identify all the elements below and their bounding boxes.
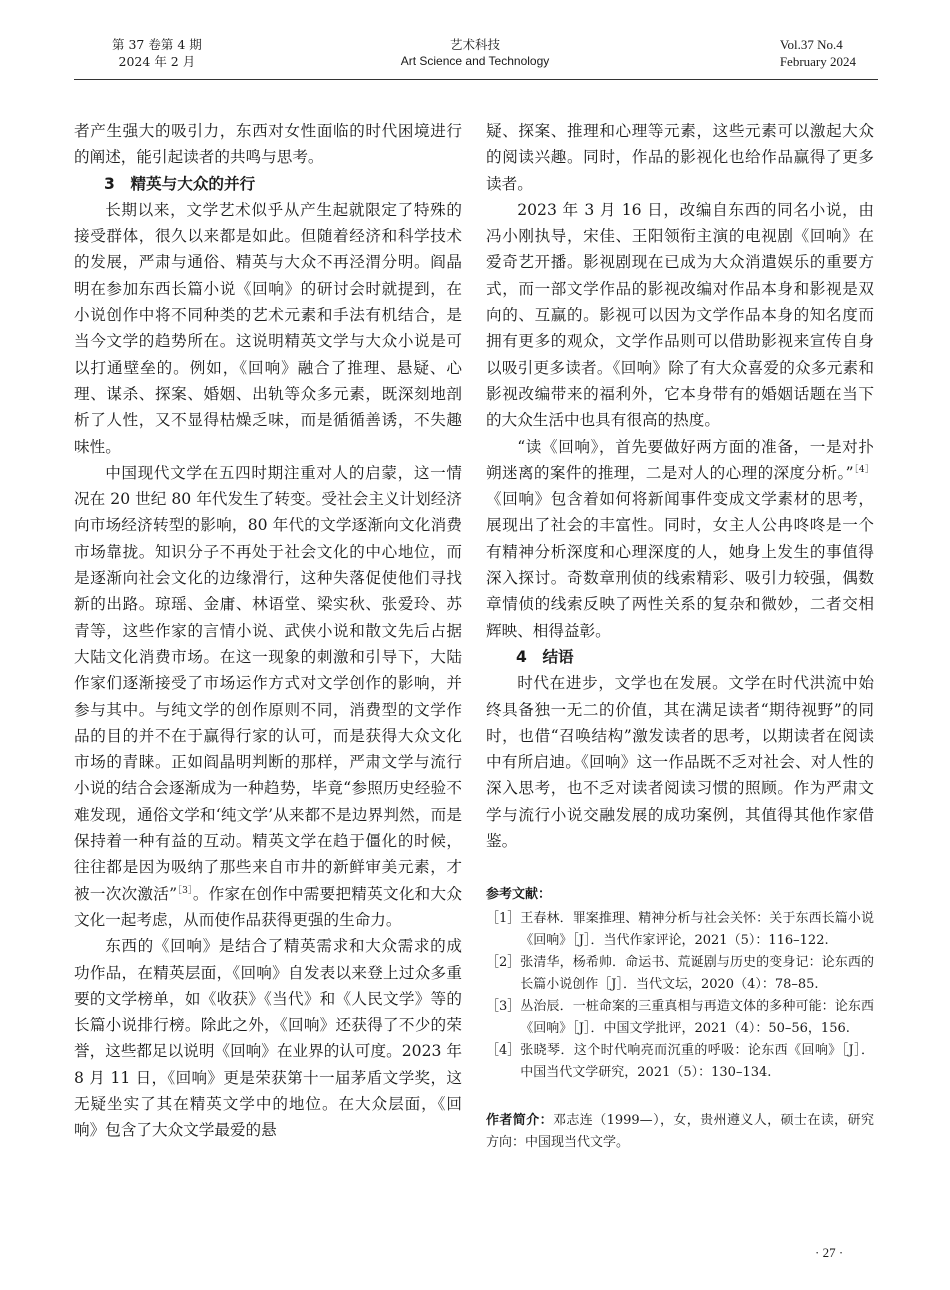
reference-text: 张清华，杨希帅．命运书、荒诞剧与历史的变身记：论东西的长篇小说创作［J］．当代文坛，2020（4）：78–85. (520, 955, 874, 993)
paragraph (74, 460, 462, 933)
reference-number: ［2］ (486, 955, 521, 971)
citation-4: ［4］ (853, 464, 874, 475)
references (486, 884, 874, 1084)
header-volume: 第 37 卷第 4 期 (112, 37, 202, 52)
section-heading-3: 3 精英与大众的并行 (104, 174, 256, 193)
paragraph: 2023 年 3 月 16 日，改编自东西的同名小说，由冯小刚执导，宋佳、王阳领衔主演的电视剧《回响》在爱奇艺开播。影视剧现在已成为大众消遣娱乐的重要方式，而一部文学作品的影视改编对作品本身和影视是双向的、互赢的。影视可以因为文学作品本身的知名度而拥有更多的观众，文学作品则可以借助影视来宣传自身以吸引更多读者。《回响》除了有大众喜爱的众多元素和影视改编带来的福利外，它本身带有的婚姻话题在当下的大众生活中也具有很高的热度。 (486, 200, 874, 430)
header-date-cn: 2024 年 2 月 (118, 54, 196, 69)
reference-item (486, 996, 874, 1040)
reference-text: 王春林．罪案推理、精神分析与社会关怀：关于东西长篇小说《回响》［J］．当代作家评论，2021（5）：116–122. (520, 911, 874, 949)
author-text: 邓志连（1999—），女，贵州遵义人，硕士在读，研究方向：中国现当代文学。 (486, 1113, 874, 1151)
section-heading-4: 4 结语 (516, 647, 574, 666)
reference-text: 丛治辰．一桩命案的三重真相与再造文体的多种可能：论东西《回响》［J］．中国文学批评，2021（4）：50–56，156. (520, 999, 874, 1037)
header-rule (74, 79, 878, 80)
reference-item (486, 952, 874, 996)
paragraph: 疑、探案、推理和心理等元素，这些元素可以激起大众的阅读兴趣。同时，作品的影视化也给作品赢得了更多读者。 (486, 122, 874, 193)
paragraph: 长期以来，文学艺术似乎从产生起就限定了特殊的接受群体，很久以来都是如此。但随着经济和科学技术的发展，严肃与通俗、精英与大众不再泾渭分明。阎晶明在参加东西长篇小说《回响》的研讨会时就提到，在小说创作中将不同种类的艺术元素和手法有机结合，是当今文学的趋势所在。这说明精英文学与大众小说是可以打通壁垒的。例如，《回响》融合了推理、悬疑、心理、谋杀、探案、婚姻、出轨等众多元素，既深刻地剖析了人性，又不显得枯燥乏味，而是循循善诱，不失趣味性。 (74, 200, 462, 456)
paragraph-text: 。作家在创作中需要把精英文化和大众文化一起考虑，从而使作品获得更强的生命力。 (74, 884, 462, 929)
paragraph (486, 434, 874, 644)
paragraph-text: 《回响》包含着如何将新闻事件变成文学素材的思考，展现出了社会的丰富性。同时，女主人公冉咚咚是一个有精神分析深度和心理深度的人，她身上发生的事值得深入探讨。奇数章刑侦的线索精彩、吸引力较强，偶数章情侦的线索反映了两性关系的复杂和微妙，二者交相辉映、相得益彰。 (486, 490, 874, 640)
paragraph: 者产生强大的吸引力，东西对女性面临的时代困境进行的阐述，能引起读者的共鸣与思考。 (74, 122, 462, 167)
paragraph: 东西的《回响》是结合了精英需求和大众需求的成功作品，在精英层面，《回响》自发表以来登上过众多重要的文学榜单，如《收获》《当代》和《人民文学》等的长篇小说排行榜。除此之外，《回响》还获得了不少的荣誉，这些都足以说明《回响》在业界的认可度。2023 年 8 月 11 日，《回响》更是荣获第十一届茅盾文学奖，这无疑坐实了其在精英文学中的地位。在大众层面，《回响》包含了大众文学最爱的悬 (74, 937, 462, 1140)
header-date-en: February 2024 (779, 54, 856, 69)
references-title: 参考文献： (486, 887, 552, 903)
reference-text: 张晓琴．这个时代响亮而沉重的呼吸：论东西《回响》［J］．中国当代文学研究，2021（5）：130–134. (520, 1043, 874, 1081)
header-right (780, 36, 856, 80)
author-bio (486, 1110, 874, 1154)
paragraph: 时代在进步，文学也在发展。文学在时代洪流中始终具备独一无二的价值，其在满足读者“期待视野”的同时，也借“召唤结构”激发读者的思考，以期读者在阅读中有所启迪。《回响》这一作品既不乏对社会、对人性的深入思考，也不乏对读者阅读习惯的照顾。作为严肃文学与流行小说交融发展的成功案例，其值得其他作家借鉴。 (486, 674, 874, 851)
page-number: · 27 · (815, 1245, 844, 1260)
journal-title-cn: 艺术科技 (449, 37, 500, 52)
reference-item (486, 908, 874, 952)
reference-number: ［3］ (486, 999, 521, 1015)
reference-number: ［4］ (486, 1043, 521, 1059)
right-column (486, 118, 874, 1154)
citation-3: ［3］ (177, 885, 193, 896)
reference-number: ［1］ (486, 911, 521, 927)
reference-item (486, 1040, 874, 1084)
header-volume-en: Vol.37 No.4 (779, 37, 843, 52)
paragraph-text: “读《回响》，首先要做好两方面的准备，一是对扑朔迷离的案件的推理，二是对人的心理的深度分析。” (486, 437, 874, 482)
journal-title-en: Art Science and Technology (400, 54, 550, 68)
left-column (74, 118, 462, 1144)
paragraph-text: 中国现代文学在五四时期注重对人的启蒙，这一情况在 20 世纪 80 年代发生了转变。受社会主义计划经济向市场经济转型的影响，80 年代的文学逐渐向文化消费市场靠拢。知识分子不再处于社会文化的中心地位，而是逐渐向社会文化的边缘滑行，这种失落促使他们寻找新的出路。琼瑶、金庸、林语堂、梁实秋、张爱玲、苏青等，这些作家的言情小说、武侠小说和散文先后占据大陆文化消费市场。在这一现象的刺激和引导下，大陆作家们逐渐接受了市场运作方式对文学创作的影响，并参与其中。与纯文学的创作原则不同，消费型的文学作品的目的并不在于赢得行家的认可，而是获得大众文化市场的青睐。正如阎晶明判断的那样，严肃文学与流行小说的结合会逐渐成为一种趋势，毕竟“参照历史经验不难发现，通俗文学和‘纯文学’从来都不是边界判然，而是保持着一种有益的互动。精英文学在趋于僵化的时候，往往都是因为吸纳了那些来自市井的新鲜审美元素，才被一次次激活” (74, 463, 462, 903)
author-label: 作者简介： (486, 1113, 553, 1129)
